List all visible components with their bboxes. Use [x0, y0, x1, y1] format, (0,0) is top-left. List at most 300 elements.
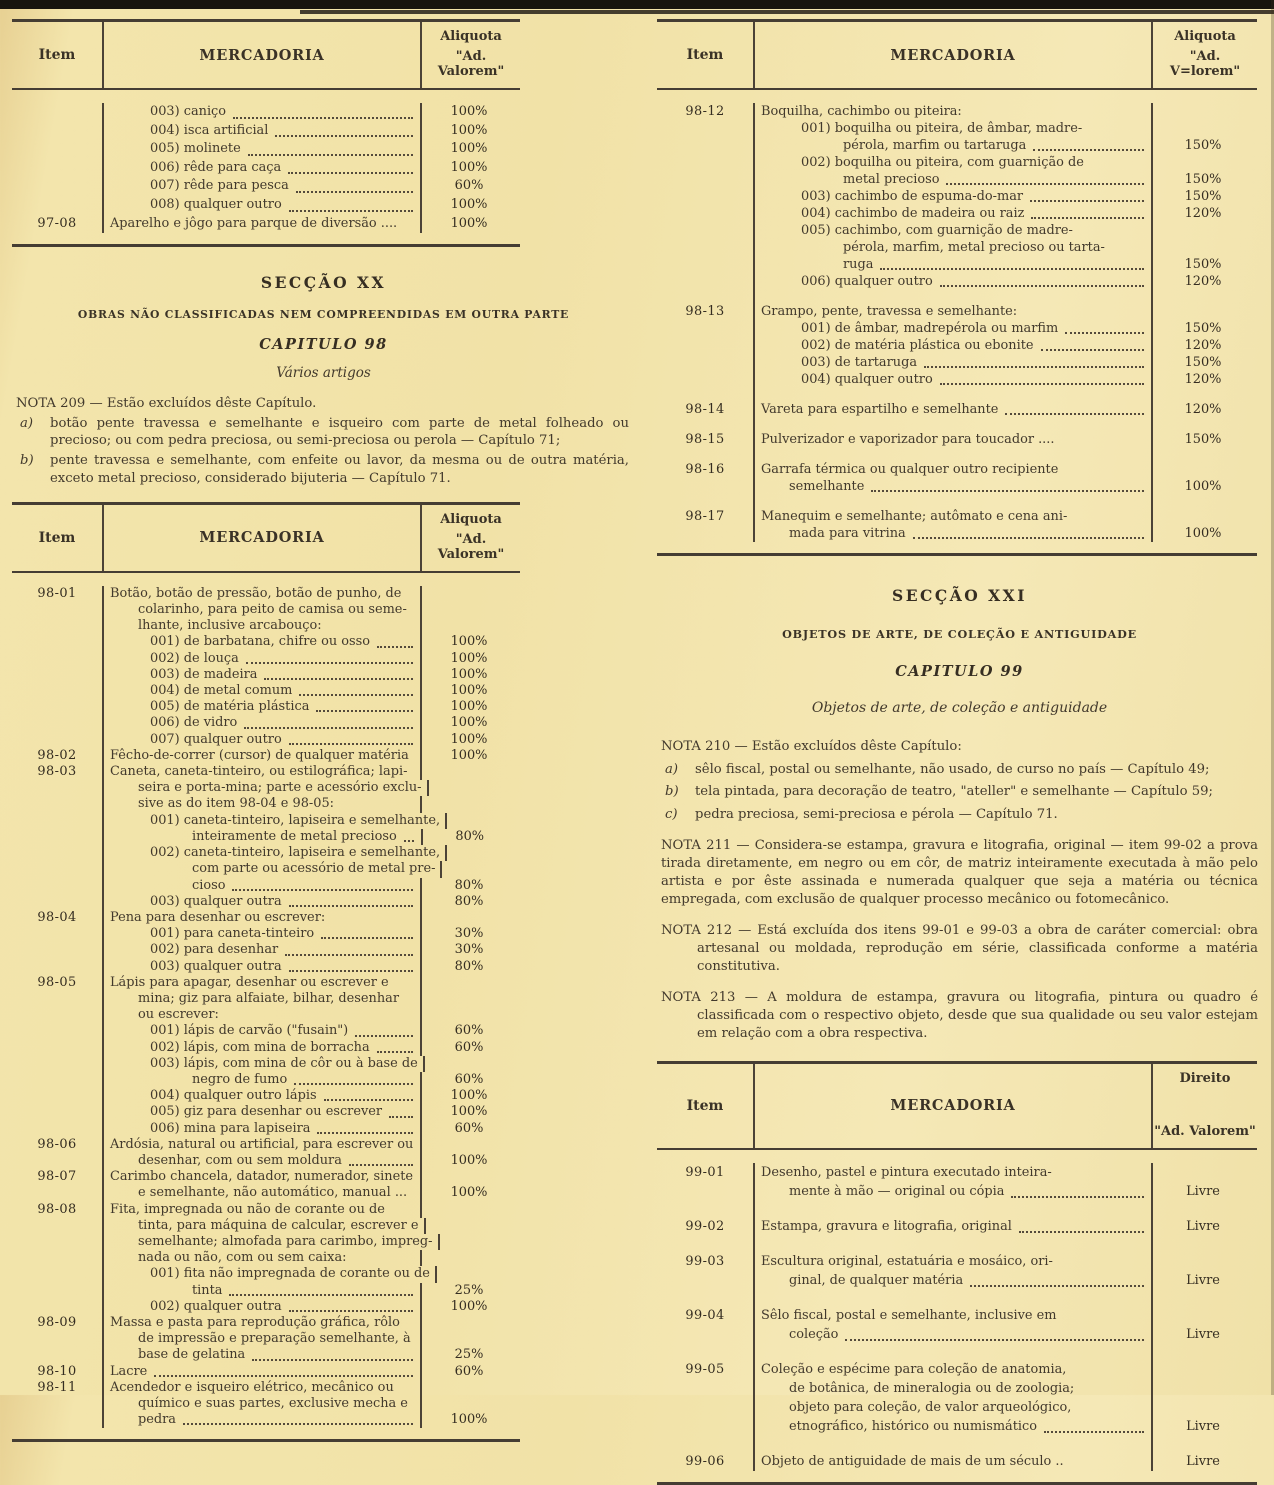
chapter-subtitle: Vários artigos: [276, 365, 371, 382]
dot-leader: [321, 937, 413, 939]
row-description: [102, 894, 422, 910]
rate-value: 30%: [454, 942, 484, 958]
table-row: [657, 1236, 1257, 1271]
column-header-mercadoria: MERCADORIA: [753, 1064, 1153, 1148]
rate-value: 150%: [1184, 355, 1222, 370]
item-code: [12, 1104, 102, 1120]
description-text: Ardósia, natural ou artificial, para escrever ou: [110, 1136, 414, 1152]
rate-value: 150%: [1184, 321, 1222, 336]
table-row: [657, 1290, 1257, 1325]
rate-value: [1153, 239, 1257, 256]
table-row: [12, 1218, 520, 1234]
item-code: [12, 1347, 102, 1363]
item-code: 99-06: [685, 1453, 725, 1469]
table-row: [657, 171, 1257, 188]
row-description: [102, 715, 422, 731]
description-text: sive as do item 98-04 e 98-05:: [138, 796, 334, 812]
description-text: 005) molinete: [150, 141, 241, 157]
row-description: [753, 354, 1153, 371]
rate-value: 25%: [454, 1282, 484, 1298]
dot-leader: [1031, 217, 1144, 219]
description-text: 001) de barbatana, chifre ou osso: [150, 634, 371, 650]
note-item-letter: a): [665, 761, 679, 777]
table-row: [657, 1417, 1257, 1436]
row-description: [102, 122, 422, 141]
column-header-direito: [1153, 1064, 1257, 1148]
row-description: [102, 699, 422, 715]
rate-value: [422, 764, 520, 780]
table-row: [657, 418, 1257, 448]
description-text: ou escrever:: [138, 1007, 219, 1023]
table-row: [12, 1396, 520, 1412]
table-row: [12, 1040, 520, 1056]
rate-value: 100%: [450, 731, 488, 747]
description-text: 003) de tartaruga: [801, 355, 918, 370]
description-text: 004) qualquer outro lápis: [150, 1088, 317, 1104]
dot-leader: [377, 646, 413, 648]
rate-value: 100%: [450, 1104, 488, 1120]
description-text: ruga: [843, 257, 874, 272]
description-text: tinta, para máquina de calcular, escrever e: [138, 1217, 419, 1233]
table-row: [12, 1331, 520, 1347]
rate-value: [447, 813, 545, 829]
description-text: 001) fita não impregnada de corante ou de: [150, 1266, 430, 1282]
rate-value: 100%: [450, 1412, 488, 1428]
table-row: [12, 1056, 520, 1072]
description-text: Garrafa térmica ou qualquer outro recipiente: [761, 462, 1059, 477]
table-row: [12, 1072, 520, 1088]
rate-value: [422, 1380, 520, 1396]
item-code: 98-05: [37, 974, 77, 990]
item-code: [12, 618, 102, 634]
table-row: [12, 1137, 520, 1153]
row-description: [102, 1218, 426, 1234]
rate-value: Livre: [1186, 1272, 1220, 1288]
rate-value: 120%: [1184, 338, 1222, 353]
item-code: [12, 667, 102, 683]
item-code: 98-16: [685, 462, 725, 477]
table-row: [12, 1250, 520, 1266]
item-code: [12, 926, 102, 942]
row-description: [102, 1315, 422, 1331]
rate-value: [440, 1234, 538, 1250]
description-text: 002) de louça: [150, 650, 239, 666]
row-description: [753, 290, 1153, 320]
table-row: [657, 273, 1257, 290]
table-row: [12, 177, 520, 196]
item-code: 98-17: [685, 509, 725, 524]
description-text: 004) isca artificial: [150, 122, 269, 138]
rate-value: [447, 845, 545, 861]
rate-value: [1153, 495, 1257, 525]
rate-value: [422, 975, 520, 991]
rate-value: 100%: [450, 683, 488, 699]
rate-value: Livre: [1186, 1218, 1220, 1234]
dot-leader: [871, 490, 1144, 492]
note-item-letter: b): [665, 784, 679, 800]
description-text: Manequim e semelhante; autômato e cena ani-: [761, 509, 1068, 524]
row-description: [753, 1325, 1153, 1344]
table-header: [657, 1061, 1257, 1150]
rate-value: [422, 1202, 520, 1218]
note-item-text: sêlo fiscal, postal ou semelhante, não usado, de curso no país — Capítulo 49;: [695, 761, 1210, 777]
table-row: [12, 215, 520, 234]
item-code: [12, 1218, 102, 1234]
table-row: [12, 991, 520, 1007]
item-code: [12, 1396, 102, 1412]
table-row: [657, 137, 1257, 154]
dot-leader: [940, 383, 1144, 385]
description-text: negro de fumo: [192, 1071, 288, 1087]
rate-value: [1153, 120, 1257, 137]
table-row: [657, 188, 1257, 205]
description-text: mina; giz para alfaiate, bilhar, desenhar: [138, 990, 399, 1006]
row-description: [753, 103, 1153, 120]
table-row: [12, 1169, 520, 1185]
dot-leader: [1044, 1431, 1144, 1433]
table-header: [12, 19, 520, 90]
dot-leader: [1011, 1196, 1144, 1198]
tariff-table-chapter-98-right: [657, 19, 1257, 556]
description-text: Pena para desenhar ou escrever:: [110, 909, 326, 925]
table-body: [657, 90, 1257, 556]
rate-value: [442, 861, 540, 877]
tariff-table-chapter-99: [657, 1061, 1257, 1485]
item-code: [12, 159, 102, 178]
table-row: [12, 1153, 520, 1169]
row-description: [753, 120, 1153, 137]
table-row: [12, 159, 520, 178]
rate-value: [422, 586, 520, 602]
table-row: [12, 699, 520, 715]
table-row: [12, 586, 520, 602]
row-description: [753, 1236, 1153, 1271]
description-text: Fêcho-de-correr (cursor) de qualquer matéria: [110, 747, 409, 763]
item-code: [12, 1234, 102, 1250]
dot-leader: [1030, 200, 1144, 202]
description-text: Fita, impregnada ou não de corante ou de: [110, 1201, 385, 1217]
rate-value: Livre: [1186, 1326, 1220, 1342]
rate-value: 150%: [1184, 189, 1222, 204]
item-code: 98-08: [37, 1201, 77, 1217]
item-code: 98-01: [37, 585, 77, 601]
table-row: [12, 942, 520, 958]
item-code: 98-15: [685, 432, 725, 447]
note-item-letter: b): [20, 453, 34, 469]
description-text: 005) giz para desenhar ou escrever: [150, 1104, 383, 1120]
table-row: [657, 1436, 1257, 1471]
table-row: [657, 1163, 1257, 1182]
item-code: [657, 1325, 753, 1344]
table-row: [12, 651, 520, 667]
column-header-mercadoria: MERCADORIA: [102, 22, 422, 88]
description-text: 005) de matéria plástica: [150, 699, 310, 715]
description-text: 006) qualquer outro: [801, 274, 933, 289]
description-text: 004) de metal comum: [150, 683, 293, 699]
item-code: [12, 1040, 102, 1056]
table-row: [657, 290, 1257, 320]
table-row: [657, 495, 1257, 525]
dot-leader: [355, 1035, 413, 1037]
table-row: [657, 120, 1257, 137]
table-row: [12, 1364, 520, 1380]
row-description: [102, 667, 422, 683]
description-text: 007) qualquer outro: [150, 731, 282, 747]
dot-leader: [232, 889, 413, 891]
item-code: [12, 845, 102, 861]
rate-value: [1153, 1290, 1257, 1325]
dot-leader: [940, 285, 1144, 287]
dot-leader: [1033, 149, 1144, 151]
description-text: 003) lápis, com mina de côr ou à base de: [150, 1055, 418, 1071]
rate-value: [1153, 103, 1257, 120]
table-row: [657, 354, 1257, 371]
table-row: [12, 140, 520, 159]
description-text: 007) rêde para pesca: [150, 178, 289, 194]
table-row: [12, 1234, 520, 1250]
item-code: [657, 188, 753, 205]
description-text: Vareta para espartilho e semelhante: [761, 402, 999, 417]
row-description: [102, 1380, 422, 1396]
note-item-letter: c): [665, 807, 678, 823]
description-text: metal precioso: [843, 172, 940, 187]
row-description: [102, 926, 422, 942]
rate-value: Livre: [1186, 1453, 1220, 1469]
item-code: [12, 1331, 102, 1347]
item-code: [12, 651, 102, 667]
item-code: 98-13: [685, 304, 725, 319]
row-description: [753, 1344, 1153, 1379]
row-description: [753, 256, 1153, 273]
table-row: [12, 196, 520, 215]
item-code: [657, 154, 753, 171]
row-description: [102, 651, 422, 667]
description-text: 003) caniço: [150, 104, 227, 119]
rate-header-bottom: "Ad. Valorem": [1154, 1123, 1256, 1139]
row-description: [102, 618, 422, 634]
row-description: [102, 829, 423, 845]
table-row: [12, 975, 520, 991]
tariff-table-chapter-97: [12, 19, 520, 247]
dot-leader: [248, 154, 413, 156]
chapter-title: CAPITULO 99: [895, 663, 1024, 680]
column-header-item: Item: [38, 47, 76, 63]
item-code: [12, 122, 102, 141]
row-description: [102, 796, 422, 812]
table-row: [12, 1007, 520, 1023]
table-row: [657, 1201, 1257, 1236]
table-row: [12, 780, 520, 796]
rate-value: 60%: [454, 1039, 484, 1055]
description-text: seira e porta-mina; parte e acessório exclu-: [138, 780, 422, 796]
rate-value: 60%: [454, 178, 484, 194]
item-code: 98-11: [37, 1379, 77, 1395]
table-row: [657, 222, 1257, 239]
rate-value: 80%: [454, 893, 484, 909]
section-xxi-block: [657, 586, 1262, 1043]
item-code: [12, 196, 102, 215]
rate-value: 100%: [450, 747, 488, 763]
description-text: 001) boquilha ou piteira, de âmbar, madre-: [801, 121, 1083, 136]
rate-value: [429, 780, 527, 796]
row-description: [753, 1290, 1153, 1325]
row-description: [753, 1417, 1153, 1436]
rate-value: 60%: [454, 1023, 484, 1039]
description-text: base de gelatina: [138, 1347, 246, 1363]
dot-leader: [285, 954, 413, 956]
item-code: 99-04: [685, 1307, 725, 1323]
description-text: pedra: [138, 1412, 176, 1428]
item-code: 98-10: [37, 1363, 77, 1379]
row-description: [102, 732, 422, 748]
row-description: [753, 222, 1153, 239]
rate-header-top: Aliquota: [440, 511, 502, 527]
item-code: [657, 337, 753, 354]
table-row: [12, 715, 520, 731]
row-description: [102, 1283, 422, 1299]
rate-value: [422, 618, 520, 634]
item-code: 97-08: [37, 215, 77, 231]
item-code: 98-02: [37, 747, 77, 763]
row-description: [753, 418, 1153, 448]
item-code: 99-03: [685, 1253, 725, 1269]
row-description: [753, 388, 1153, 418]
rate-value: 30%: [454, 926, 484, 942]
description-text: Lacre: [110, 1363, 148, 1379]
table-row: [12, 1121, 520, 1137]
rate-value: 120%: [1184, 274, 1222, 289]
description-text: objeto para coleção, de valor arqueológico,: [789, 1399, 1072, 1415]
rate-value: 100%: [450, 650, 488, 666]
item-code: 98-14: [685, 402, 725, 417]
tariff-table-chapter-98-left: [12, 502, 520, 1443]
item-code: [12, 829, 102, 845]
row-description: [102, 1234, 440, 1250]
dot-leader: [233, 117, 413, 119]
item-code: [12, 1266, 102, 1282]
rate-value: 100%: [450, 159, 488, 175]
rate-value: [422, 1007, 520, 1023]
row-description: [102, 959, 422, 975]
row-description: [753, 525, 1153, 542]
dot-leader: [252, 1359, 413, 1361]
rate-value: 150%: [1184, 172, 1222, 187]
table-row: [12, 926, 520, 942]
row-description: [102, 1137, 422, 1153]
table-row: [12, 1315, 520, 1331]
row-description: [102, 813, 447, 829]
dot-leader: [229, 1294, 413, 1296]
description-text: coleção: [789, 1326, 839, 1342]
item-code: [12, 991, 102, 1007]
nota-211-paragraph: NOTA 211 — Considera-se estampa, gravura e litografia, original — item 99-02 a prova tirada diretamente, em negro ou em côr, de matriz inteiramente executada à mão pelo artista e por êste assinada e numerada qualquer que seja a matéria ou técnica empregada, com exclusão de qualquer processo mecânico ou fotomecânico.: [661, 837, 1258, 907]
description-text: 006) rêde para caça: [150, 159, 282, 175]
item-code: [657, 320, 753, 337]
item-code: [12, 1185, 102, 1201]
description-text: Massa e pasta para reprodução gráfica, rôlo: [110, 1314, 400, 1330]
rate-value: Livre: [1186, 1418, 1220, 1434]
item-code: 99-02: [685, 1218, 725, 1234]
description-text: de impressão e preparação semelhante, à: [138, 1331, 411, 1347]
item-code: [12, 699, 102, 715]
section-subtitle: OBRAS NÃO CLASSIFICADAS NEM COMPREENDIDAS EM OUTRA PARTE: [77, 308, 570, 322]
table-row: [12, 618, 520, 634]
item-code: [12, 1056, 102, 1072]
dot-leader: [289, 1310, 413, 1312]
rate-value: 120%: [1184, 206, 1222, 221]
nota-210-title: NOTA 210 — Estão excluídos dêste Capítulo:: [661, 739, 962, 754]
note-item-text: botão pente travessa e semelhante e isqueiro com parte de metal folheado ou precioso; ou com pedra preciosa, ou semi-preciosa ou perola — Capítulo 71;: [50, 415, 629, 449]
rate-value: 120%: [1184, 372, 1222, 387]
table-row: [12, 122, 520, 141]
description-text: mada para vitrina: [789, 526, 906, 541]
rate-value: [422, 1250, 520, 1266]
item-code: [12, 140, 102, 159]
item-code: [12, 1121, 102, 1137]
item-code: [12, 780, 102, 796]
rate-value: [422, 1169, 520, 1185]
description-text: e semelhante, não automático, manual ...: [138, 1185, 408, 1201]
table-row: [657, 1344, 1257, 1379]
table-row: [657, 256, 1257, 273]
rate-value: 60%: [454, 1120, 484, 1136]
dot-leader: [264, 678, 413, 680]
rate-value: 25%: [454, 1347, 484, 1363]
rate-value: 80%: [454, 877, 484, 893]
rate-value: 100%: [450, 1152, 488, 1168]
item-code: [12, 796, 102, 812]
row-description: [102, 103, 422, 122]
item-code: [12, 1283, 102, 1299]
rate-value: [1153, 222, 1257, 239]
row-description: [753, 448, 1153, 478]
item-code: 98-06: [37, 1136, 77, 1152]
rate-value: 80%: [455, 828, 485, 844]
description-text: Estampa, gravura e litografia, original: [761, 1218, 1012, 1234]
row-description: [102, 196, 422, 215]
dot-leader: [296, 191, 413, 193]
row-description: [102, 159, 422, 178]
table-row: [12, 103, 520, 122]
table-row: [12, 829, 520, 845]
table-row: [12, 1185, 520, 1201]
description-text: Botão, botão de pressão, botão de punho, de: [110, 585, 402, 601]
description-text: Grampo, pente, travessa e semelhante:: [761, 304, 1018, 319]
nota-209-items: [16, 415, 631, 488]
dot-leader: [289, 905, 413, 907]
row-description: [102, 1202, 422, 1218]
rate-value: 100%: [450, 122, 488, 138]
row-description: [102, 1266, 437, 1282]
section-xx-block: [12, 273, 635, 488]
dot-leader: [1065, 332, 1144, 334]
item-code: [657, 525, 753, 542]
table-row: [12, 861, 520, 877]
description-text: 001) de âmbar, madrepérola ou marfim: [801, 321, 1059, 336]
row-description: [102, 1072, 422, 1088]
description-text: colarinho, para peito de camisa ou seme-: [138, 602, 407, 618]
item-code: [12, 177, 102, 196]
rate-value: [422, 1331, 520, 1347]
rate-value: [422, 1396, 520, 1412]
row-description: [102, 910, 422, 926]
item-code: [12, 1088, 102, 1104]
row-description: [753, 320, 1153, 337]
table-row: [12, 1088, 520, 1104]
right-column: [657, 19, 1262, 1485]
column-header-aliquota: [1153, 22, 1257, 88]
description-text: ginal, de qualquer matéria: [789, 1272, 964, 1288]
